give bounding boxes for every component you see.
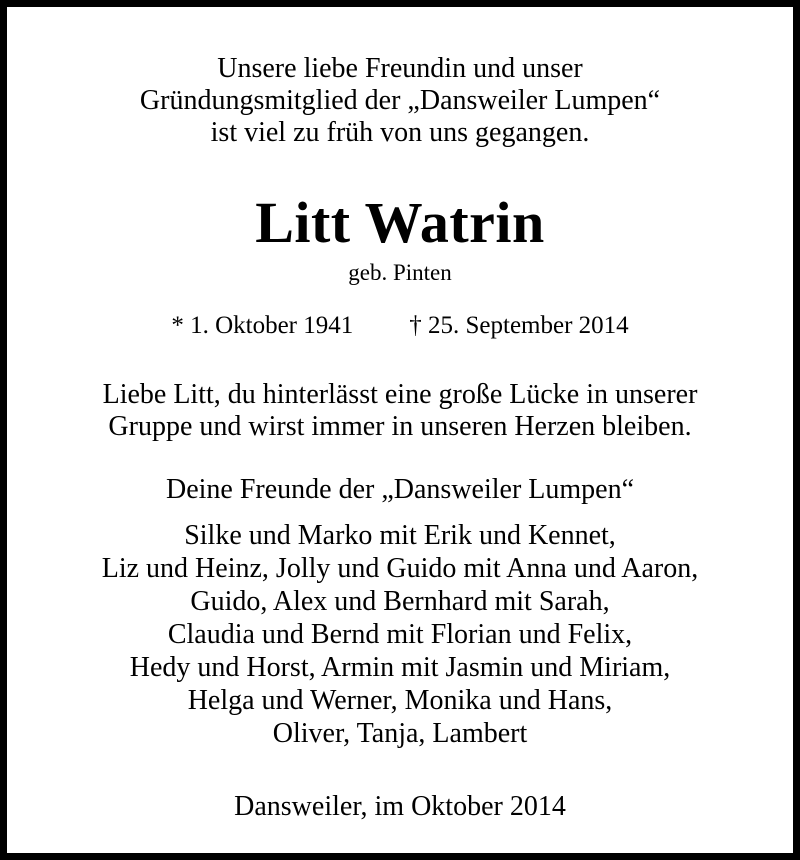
death-date: † 25. September 2014 [409, 312, 629, 339]
place-date: Dansweiler, im Oktober 2014 [234, 791, 566, 822]
intro-line: Gründungsmitglied der „Dansweiler Lumpen“ [139, 85, 661, 116]
life-dates [7, 311, 793, 341]
from-line: Deine Freunde der „Dansweiler Lumpen“ [165, 474, 635, 505]
mourners-line: Guido, Alex und Bernhard mit Sarah, [190, 586, 610, 617]
birth-date: * 1. Oktober 1941 [171, 312, 354, 339]
mourners-line: Claudia und Bernd mit Florian und Felix, [167, 619, 633, 650]
intro-text [7, 53, 793, 149]
deceased-name: Litt Watrin [255, 190, 545, 255]
mourners-line: Oliver, Tanja, Lambert [272, 718, 528, 749]
message-line: Gruppe und wirst immer in unseren Herzen bleiben. [108, 411, 692, 442]
birth-name: geb. Pinten [348, 260, 452, 285]
intro-line: ist viel zu früh von uns gegangen. [210, 117, 590, 148]
intro-line: Unsere liebe Freundin und unser [217, 53, 583, 84]
mourners-line: Hedy und Horst, Armin mit Jasmin und Miriam, [129, 652, 671, 683]
mourners-line: Silke und Marko mit Erik und Kennet, [184, 520, 616, 551]
mourners-list [7, 519, 793, 750]
mourners-line: Helga und Werner, Monika und Hans, [187, 685, 613, 716]
message-line: Liebe Litt, du hinterlässt eine große Lücke in unserer [102, 379, 698, 410]
farewell-message [7, 379, 793, 443]
mourners-line: Liz und Heinz, Jolly und Guido mit Anna und Aaron, [101, 553, 699, 584]
